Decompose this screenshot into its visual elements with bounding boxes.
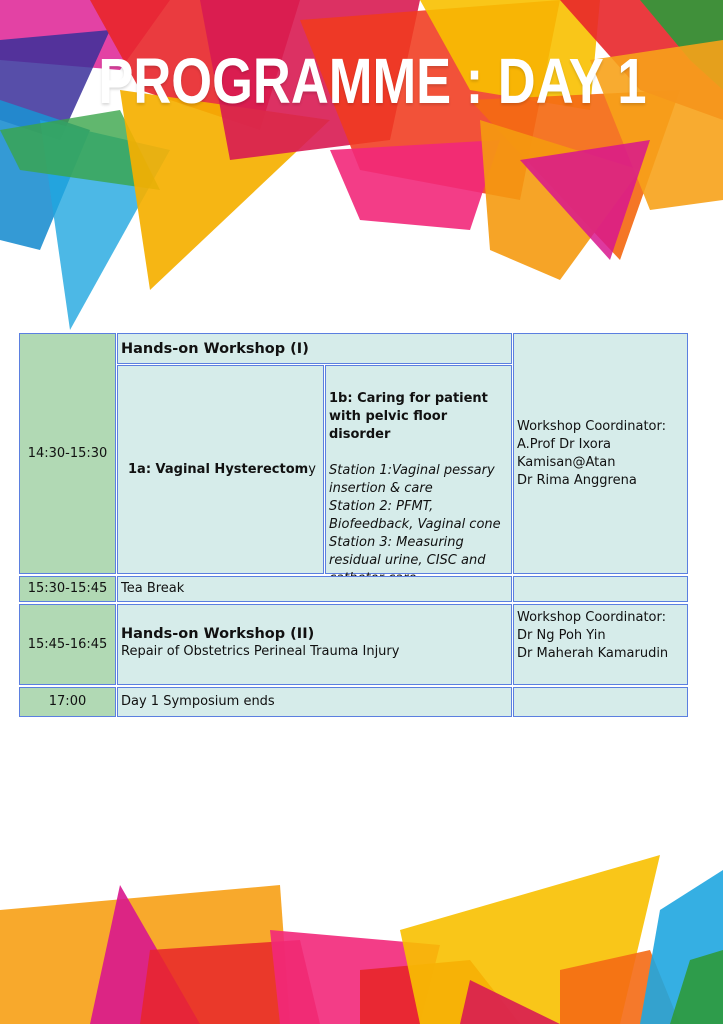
coordinator-label: Workshop Coordinator: bbox=[517, 418, 666, 434]
activity-text: Day 1 Symposium ends bbox=[121, 694, 275, 709]
option-1b-title: 1b: Caring for patient with pelvic floor disorder bbox=[329, 391, 488, 442]
station-2: Station 2: PFMT, Biofeedback, Vaginal cone bbox=[329, 499, 501, 532]
workshop-2-cell bbox=[117, 604, 512, 685]
page-title: PROGRAMME : DAY 1 bbox=[98, 45, 647, 117]
coordinator-label: Workshop Coordinator: bbox=[517, 610, 666, 625]
time-text: 15:30-15:45 bbox=[27, 581, 108, 596]
time-text: 15:45-16:45 bbox=[27, 636, 108, 652]
option-1a-title: 1a: Vaginal Hysterectomy bbox=[128, 461, 316, 477]
empty-cell-row4 bbox=[513, 687, 688, 717]
workshop-1-title: Hands-on Workshop (I) bbox=[121, 340, 309, 357]
coordinator-name: Dr Rima Anggrena bbox=[517, 472, 637, 488]
time-text: 17:00 bbox=[48, 694, 87, 709]
workshop-1-header bbox=[117, 333, 512, 364]
workshop-2-title: Hands-on Workshop (II) bbox=[121, 626, 315, 642]
coordinator-cell-row1 bbox=[513, 333, 688, 574]
empty-cell-row2 bbox=[513, 576, 688, 602]
time-cell-row1 bbox=[19, 333, 116, 574]
option-1b-cell bbox=[325, 365, 512, 574]
time-text: 14:30-15:30 bbox=[27, 445, 108, 461]
option-1a-cell bbox=[117, 365, 324, 574]
coordinator-cell-row3 bbox=[513, 604, 688, 685]
coordinator-name: A.Prof Dr Ixora Kamisan@Atan bbox=[517, 436, 616, 470]
station-3: Station 3: Measuring residual urine, CISC and bbox=[329, 535, 486, 568]
activity-cell-row4 bbox=[117, 687, 512, 717]
activity-cell-row2 bbox=[117, 576, 512, 602]
decorative-shapes-bottom bbox=[0, 850, 723, 1024]
coordinator-name: Dr Ng Poh Yin bbox=[517, 628, 606, 643]
coordinator-name: Dr Maherah Kamarudin bbox=[517, 646, 669, 661]
station-1: Station 1:Vaginal pessary insertion & care bbox=[329, 463, 495, 496]
time-cell-row3 bbox=[19, 604, 116, 685]
time-cell-row4 bbox=[19, 687, 116, 717]
workshop-2-subtitle: Repair of Obstetrics Perineal Trauma Injury bbox=[121, 644, 400, 659]
time-cell-row2 bbox=[19, 576, 116, 602]
activity-text: Tea Break bbox=[121, 581, 185, 596]
